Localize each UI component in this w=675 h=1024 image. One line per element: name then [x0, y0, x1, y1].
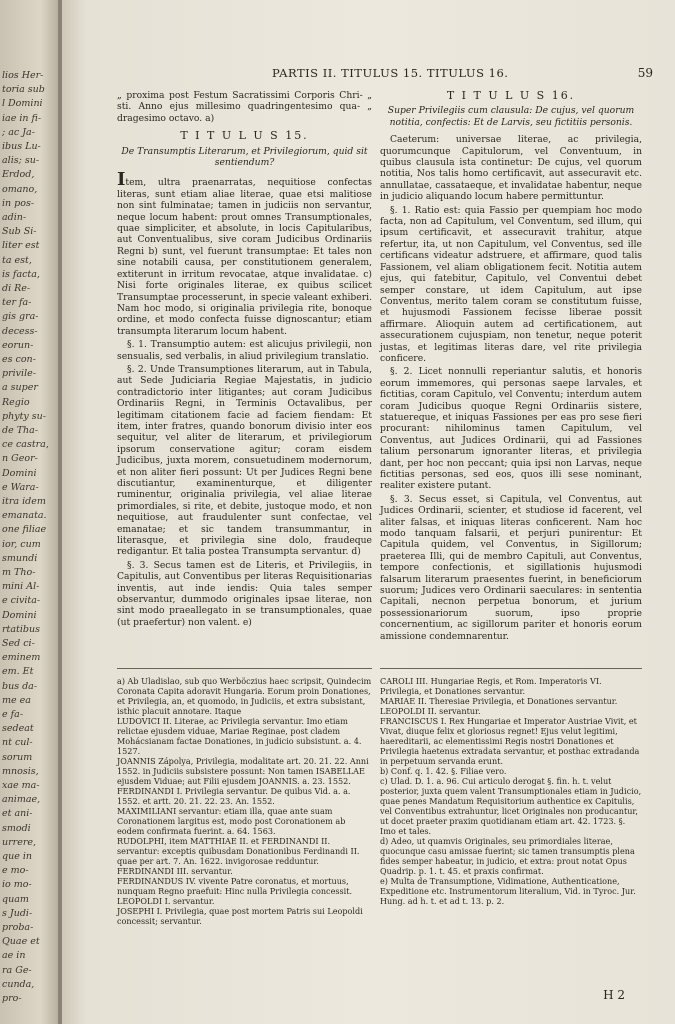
- margin-line: m Tho-: [2, 567, 36, 578]
- margin-line: em. Et: [2, 666, 34, 678]
- margin-line: gis gra-: [2, 311, 39, 323]
- margin-line: Domini: [2, 609, 37, 621]
- footnote: c) Ulad. D. 1. a. 96. Cui articulo derogat §. fin. h. t. velut posterior, juxta quem valent Transumptionales etiam in Judicio, quae penes Mandatum Requisitorium authentice ex Capitulis, vel Conventibus extrahuntur, licet Originales non producantur, ut docet praeter praxim quotidianam etiam art. 42. 1723. §. Imo et tales.: [380, 776, 642, 836]
- margin-line: toria sub: [2, 84, 45, 96]
- margin-line: ta est,: [2, 254, 32, 266]
- margin-line: ior, cum: [2, 538, 41, 550]
- book-page: [62, 0, 675, 1024]
- title-15-heading: T I T U L U S 15.: [180, 129, 309, 143]
- margin-line: phyty su-: [2, 410, 46, 422]
- paragraph: §. 3. Secus esset, si Capitula, vel Conventus, aut Judices Ordinarii, scienter, et studiose id facerent, vel aliter falsas, et iniquas literas conficerent. Nam hoc modo tanquam falsarii, et perjuri punirentur: Et Capitula quidem, vel Conventus, in Sigillorum; praeterea Illi, qui de membro Capituli, aut Conventus, tempore confectionis, et sigillationis hujusmodi falsarum literarum praesentes fuerint, in beneficiorum suorum; Judices vero Ordinarii saeculares: in sententia Capitali, necnon perpetua bonorum, et jurium possessionariorum suorum, ipso proprie concernentium, ac sigillorum pariter et honoris eorum amissione condemnarentur.: [380, 493, 642, 642]
- footnote-divider: [117, 668, 372, 669]
- margin-line: ibus Lu-: [2, 141, 41, 152]
- footnote: LEOPOLDI I. servantur.: [117, 896, 215, 906]
- margin-line: one filiae: [2, 524, 47, 536]
- margin-line: n Geor-: [2, 453, 38, 465]
- margin-line: di Re-: [2, 283, 31, 294]
- running-header: PARTIS II. TITULUS 15. TITULUS 16.: [272, 66, 509, 80]
- footnote: b) Conf. q. 1. 42. §. Filiae vero.: [380, 766, 507, 776]
- footnote: FRANCISCUS I. Rex Hungariae et Imperator Austriae Vivit, et Vivat, diuque felix et gloriosus regnet! Ejus velut legitimi, haereditarii, ac elementissimi Regis nostri Donationes et Privilegia haetenus extradata servantur, et posthac extradanda in perpetuum servanda erunt.: [380, 716, 640, 766]
- margin-line: a super: [2, 382, 38, 394]
- margin-line: proba-: [2, 922, 34, 933]
- margin-line: omano,: [2, 183, 38, 195]
- margin-line: nt cul-: [2, 737, 33, 749]
- title-16-heading: T I T U L U S 16.: [446, 89, 576, 102]
- margin-line: es con-: [2, 354, 36, 365]
- margin-line: eminem: [2, 652, 41, 664]
- margin-line: smodi: [2, 822, 31, 834]
- title-16-subtitle: Super Privilegiis cum clausula: De cujus, vel quorum notitia, confectis: Et de Larvis, seu fictitiis personis.: [387, 105, 635, 128]
- margin-line: s Judi-: [2, 907, 33, 919]
- margin-line: eorun-: [2, 339, 34, 351]
- margin-line: bus da-: [2, 680, 38, 692]
- left-column: [117, 90, 372, 630]
- drop-initial: I: [117, 169, 126, 191]
- margin-line: e mo-: [2, 865, 29, 877]
- footnote: JOANNIS Zápolya, Privilegia, modalitate art. 20. 21. 22. Anni 1552. in Judiciis subsistere possunt: Non tamen ISABELLAE ejusdem Viduae; aut Filii ejusdem JOANNIS. a. 23. 1552.: [117, 756, 369, 786]
- paragraph: Item, ultra praenarratas, nequitiose confectas literas, sunt etiam aliae literae, quae etsi malitiose non sint fulminatae; tamen in judiciis non servantur, neque locum habent: prout omnes Transumptionales, quae simpliciter, et absolute, in locis Capitularibus, aut Conventualibus, sive coram Judicibus Ordinariis Regni b) sunt, vel fuerunt transumptae: Et tales non sine notabili causa, per constitutionem generalem, extiterunt in irritum revocatae, atque invalidatae. c) Nisi forte originales literae, ex quibus scilicet Transumptae processerunt, in specie valeant exhiberi. Nam hoc modo, si originalia privilegia rite, bonoque ordine, et modo confecta fuisse dignoscantur; etiam transumpta literarum locum habent.: [117, 169, 372, 337]
- margin-line: ter fa-: [2, 297, 32, 309]
- margin-line: mini Al-: [2, 581, 40, 593]
- margin-line: e civita-: [2, 595, 41, 607]
- footnote: d) Adeo, ut quamvis Originales, seu primordiales literae, quocunque casu amissae fuerint; sic tamen transumptis plena fides semper habeatur, in judicio, et extra: prout notat Opus Quadrip. p. 1. t. 45. et praxis confirmat.: [380, 836, 635, 876]
- paragraph: §. 1. Transumptio autem: est alicujus privilegii, non sensualis, sed verbalis, in aliud privilegium translatio.: [117, 339, 372, 362]
- margin-line: sorum: [2, 751, 33, 763]
- margin-line: Sub Si-: [2, 226, 37, 238]
- margin-line: de Tha-: [2, 425, 39, 436]
- margin-line: ra Ge-: [2, 964, 32, 976]
- paragraph: Caeterum: universae literae, ac privilegia, quorumcunque Capitulorum, vel Conventuum, in quibus clausula ista continetur: De cujus, vel quorum notitia, Nos talis homo certificavit, aut assecuravit etc. annullatae, cassataeque, et invalidatae habentur, neque in judicio aliquando locum habere permittuntur.: [380, 134, 642, 203]
- margin-line: Erdod,: [2, 169, 35, 181]
- margin-line: decess-: [2, 325, 38, 337]
- margin-line: sedeat: [2, 723, 34, 735]
- margin-line: quam: [2, 893, 29, 905]
- signature-mark: H 2: [603, 988, 625, 1002]
- facing-page-fragment: [0, 0, 58, 1024]
- intro-quote: „ proxima post Festum Sacratissimi Corporis Chri- „ sti. Anno ejus millesimo quadringentesimo qua- „ dragesimo octavo. a): [117, 90, 372, 124]
- footnotes-right: [380, 676, 642, 906]
- footnote: LUDOVICI II. Literae, ac Privilegia servantur. Imo etiam relictae ejusdem viduae, Mariae Reginae, post cladem Mohácsianam factae Donationes, in judicio subsistunt. a. 4. 1527.: [117, 716, 362, 756]
- margin-line: l Domini: [2, 98, 43, 110]
- margin-line: is facta,: [2, 268, 40, 280]
- margin-line: in pos-: [2, 197, 35, 209]
- margin-line: urrere,: [2, 836, 37, 848]
- margin-line: Sed ci-: [2, 638, 35, 649]
- margin-line: emanata.: [2, 510, 47, 522]
- footnote: a) Ab Uladislao, sub quo Werböczius haec scripsit, Quindecim Coronata Capita adoravit Hungaria. Eorum proin Donationes, et Privilegia, an, et quomodo, in Judiciis, et extra subsistant, isthic placuit annotare. Itaque: [117, 676, 372, 716]
- margin-line: Domini: [2, 467, 37, 479]
- margin-line: me ea: [2, 694, 31, 706]
- paragraph: §. 1. Ratio est: quia Fassio per quempiam hoc modo facta, non ad Capitulum, vel Conventum, sed illum, qui ipsum certificavit, et assecuravit trahitur, atque refertur, ita, ut non Capitulum, vel Conventus, sed ille certificans videatur adstruere, et affirmare, quod talis Fassionem, vel aliam obligationem fecit. Notitia autem ejus, qui fatebitur, Capitulo, vel Conventui debet semper constare, ut idem Capitulum, aut ipse Conventus, merito talem coram se constitutum fuisse, et hujusmodi Fassionem fecisse liberae possit affirmare. Alioquin autem ad certificationem, aut assecurationem cujuspiam, non tenetur, neque poterit justas, et legitimas literas dare, vel rite privilegia conficere.: [380, 204, 642, 364]
- footnote: FERDINANDI I. Privilegia servantur. De quibus Vid. a. a. 1552. et artt. 20. 21. 22. 23. An. 1552.: [117, 786, 351, 806]
- paragraph: §. 3. Secus tamen est de Literis, et Privilegiis, in Capitulis, aut Conventibus per literas Requisitionarias inventis, aut inde iendis: Quia tales semper observantur, dummodo originales ipsae literae, non sint modo praeallegato in se transumptionales, quae (ut praefertur) non valent. e): [117, 559, 372, 628]
- margin-line: e Wara-: [2, 481, 39, 493]
- footnote: FERDINANDUS IV. vivente Patre coronatus, et mortuus, nunquam Regno praefuit: Hinc nulla Privilegia concessit.: [117, 876, 353, 896]
- margin-line: itra idem: [2, 496, 46, 507]
- margin-line: iae in fi-: [2, 112, 42, 124]
- margin-line: Quae et: [2, 936, 40, 948]
- margin-line: adin-: [2, 212, 27, 223]
- page-number: 59: [637, 66, 653, 80]
- margin-line: rtatibus: [2, 623, 40, 635]
- margin-line: e fa-: [2, 709, 24, 720]
- margin-line: mnosis,: [2, 765, 39, 777]
- margin-line: liter est: [2, 240, 40, 252]
- margin-line: ce castra,: [2, 439, 49, 451]
- footnote: MARIAE II. Theresiae Privilegia, et Donationes servantur.: [380, 696, 618, 706]
- footnote-divider: [380, 668, 642, 669]
- margin-line: et ani-: [2, 808, 33, 820]
- footnote: JOSEPHI I. Privilegia, quae post mortem Patris sui Leopoldi concessit; servantur.: [117, 906, 363, 926]
- title-15-subtitle: De Transumptis Literarum, et Privilegiorum, quid sit sentiendum?: [121, 145, 368, 169]
- margin-line: ; ac Ja-: [2, 126, 35, 138]
- paragraph: §. 2. Licet nonnulli reperiantur salutis, et honoris eorum immemores, qui personas saepe larvales, et fictitias, coram Capitulo, vel Conventu; interdum autem coram Judicibus quoque Regni Ordinariis sistere, statuereque, et iniquas Fassiones per eas pro sese fieri procurant: nihilominus tamen Capitulum, vel Conventus, aut Judices Ordinarii, qui ad Fassiones talium personarum ignoranter literas, et privilegia dant, per hoc non peccant; quia ipsi non Larvas, neque fictitias personas, sed eos, quos illi sese nominant, realiter existere putant.: [380, 366, 642, 492]
- margin-line: cunda,: [2, 978, 35, 990]
- right-column: [380, 90, 642, 644]
- footnote: RUDOLPHI, item MATTHIAE II. et FERDINANDI II. servantur: exceptis quibusdam Donationibus Ferdinandi II. quae per art. 7. An. 1622. invigorosae redduntur.: [117, 836, 360, 866]
- margin-line: animae,: [2, 794, 41, 806]
- margin-line: smundi: [2, 552, 38, 564]
- paragraph: §. 2. Unde Transumptiones literarum, aut in Tabula, aut Sede Judiciaria Regiae Majestatis, in judicio contradictorio inter litigantes; aut coram Judicibus Ordinariis Regni, in Terminis Octavalibus, per legitimam citationem facie ad faciem fiendam: Et item, inter fratres, quando bonorum divisio inter eos sequitur, vel aliter de literarum, et privilegiorum ipsorum conservatione agitur; coram eisdem Judicibus, juxta morem, consuetudinem modernorum, et non aliter fieri possunt: Ut per Judices Regni bene discutiantur, examinenturque, et diligenter ruminentur, originalia privilegia, vel aliae literae primordiales, si rite, et debite, justoque modo, et non nequitiose, aut fraudulenter sunt confectae, vel emanatae; et sic tandem transummantur, in literasque, et privilegia sine dolo, fraudeque redigantur. Et talia postea Transumpta servantur. d): [117, 363, 372, 558]
- margin-line: ae in: [2, 950, 26, 962]
- margin-line: lios Her-: [2, 70, 44, 81]
- margin-line: alis; su-: [2, 155, 40, 167]
- footnote: LEOPOLDI II. servantur.: [380, 706, 481, 716]
- margin-line: privile-: [2, 368, 36, 380]
- margin-line: io mo-: [2, 879, 32, 891]
- margin-line: pro-: [2, 993, 22, 1004]
- footnote: e) Multa de Transumptione, Vidimatione, Authenticatione, Expeditione etc. Instrumentorum literalium, Vid. in Tyroc. Jur. Hung. ad h. t. et ad t. 13. p. 2.: [380, 876, 636, 906]
- footnote: CAROLI III. Hungariae Regis, et Rom. Imperatoris VI. Privilegia, et Donationes servantur.: [380, 676, 602, 696]
- margin-line: Regio: [2, 396, 30, 408]
- footnotes-left: [117, 676, 372, 926]
- margin-line: xae ma-: [2, 780, 40, 791]
- footnote: MAXIMILIANI servantur: etiam illa, quae ante suam Coronationem largitus est, modo post Coronationem ab eodem confirmata fuerint. a. 64. 1563.: [117, 806, 346, 836]
- footnote: FERDINANDI III. servantur.: [117, 866, 233, 876]
- margin-line: que in: [2, 851, 32, 862]
